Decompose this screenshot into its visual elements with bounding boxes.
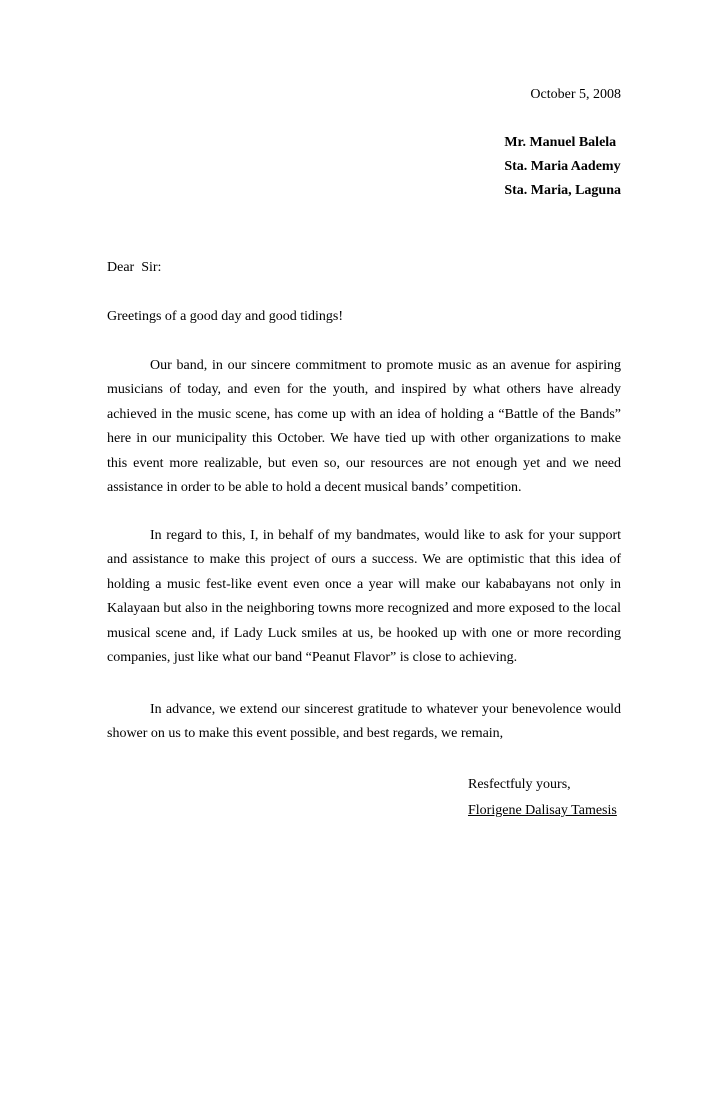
- letter-date: October 5, 2008: [530, 87, 621, 102]
- recipient-block: [504, 131, 621, 203]
- body-paragraph-3: In advance, we extend our sincerest gratitude to whatever your benevolence would shower on us to make this event possible, and best regards, we remain,: [107, 702, 621, 742]
- closing-block: [468, 772, 617, 824]
- recipient-name: Mr. Manuel Balela: [504, 135, 617, 150]
- salutation: Dear Sir:: [107, 260, 162, 275]
- complimentary-close: Resfectfuly yours,: [468, 777, 571, 792]
- greeting: Greetings of a good day and good tidings!: [107, 309, 344, 324]
- body-paragraph-2: In regard to this, I, in behalf of my bandmates, would like to ask for your support and assistance to make this project of ours a success. We are optimistic that this idea of holding a music fest-like event even once a year will make our kababayans not only in Kalayaan but also in the neighboring towns more recognized and more exposed to the local musical scene and, if Lady Luck smiles at us, be hooked up with one or more recording companies, just like what our band “Peanut Flavor” is close to achieving.: [107, 528, 621, 666]
- recipient-location: Sta. Maria, Laguna: [504, 183, 621, 198]
- body-paragraph-1: Our band, in our sincere commitment to promote music as an avenue for aspiring musicians of today, and even for the youth, and inspired by what others have already achieved in the music scene, has come up with an idea of holding a “Battle of the Bands” here in our municipality this October. We have tied up with other organizations to make this event more realizable, but even so, our resources are not enough yet and we need assistance in order to be able to hold a decent musical bands’ competition.: [107, 358, 621, 496]
- signature-name: Florigene Dalisay Tamesis: [468, 803, 617, 818]
- recipient-school: Sta. Maria Aademy: [504, 159, 621, 174]
